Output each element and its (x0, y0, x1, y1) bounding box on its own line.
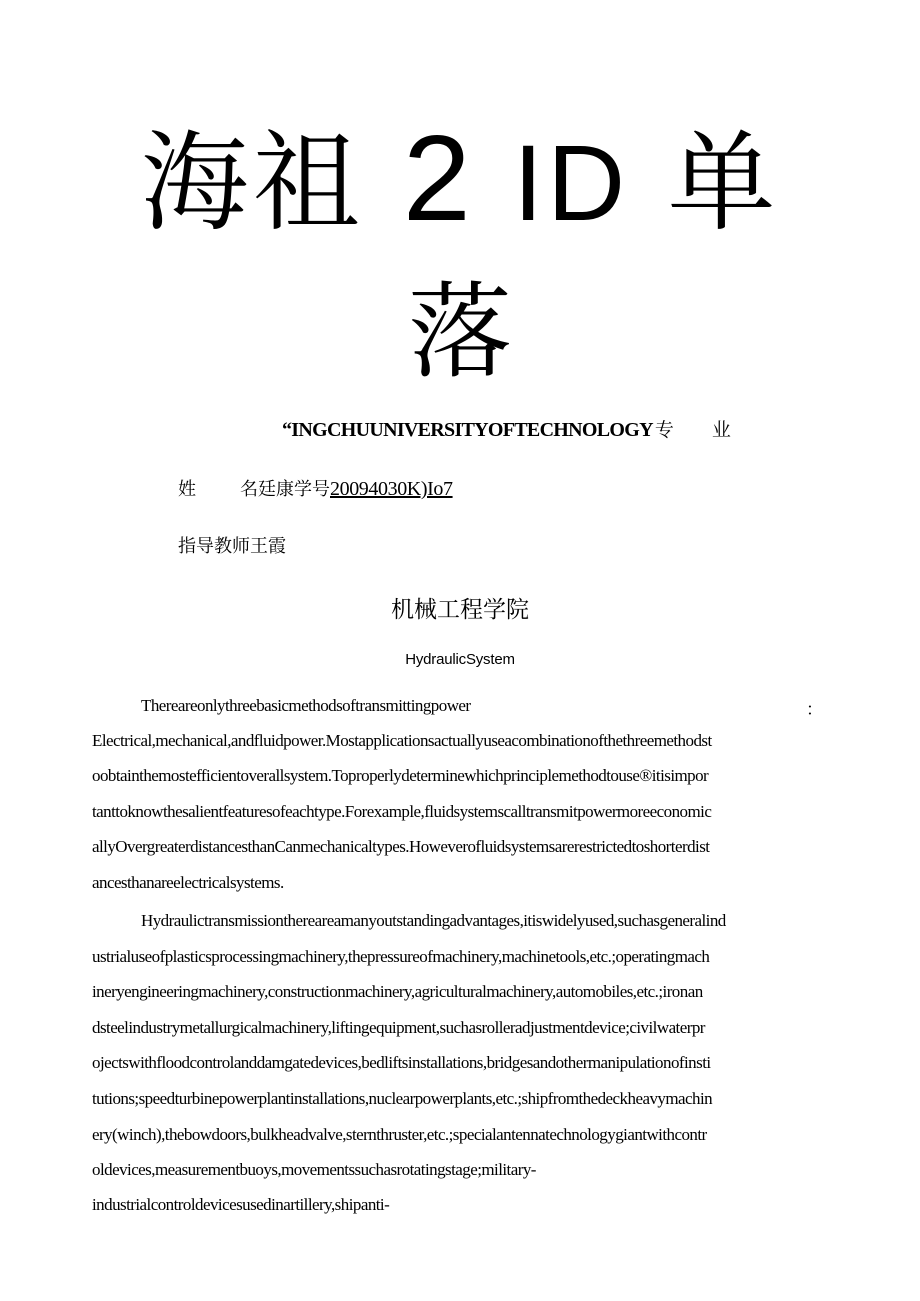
student-id: 20094030K)Io7 (330, 478, 453, 500)
university-row (282, 414, 802, 446)
student-name-row (178, 474, 453, 505)
article-title: HydraulicSystem (405, 651, 515, 668)
name-label-2: 名廷康学号 (240, 479, 330, 500)
body-line: Thereareonlythreebasicmethodsoftransmittingpower (141, 696, 471, 715)
body-line: oldevices,measurementbuoys,movementssuchasrotatingstage;military- (92, 1160, 536, 1179)
title-char-5: 单 (667, 121, 780, 246)
title-char-1: 海 (140, 121, 253, 246)
major-label: 专 (654, 419, 674, 441)
body-line: oobtainthemostefficientoverallsystem.Toproperlydeterminewhichprinciplemethodtouse®itisimpor (92, 766, 709, 785)
body-line: ancesthanareelectricalsystems. (92, 873, 284, 892)
university-name: “INGCHUUNIVERSITYOFTECHNOLOGY (282, 419, 653, 441)
body-line: ery(winch),thebowdoors,bulkheadvalve,sternthruster,etc.;specialantennatechnologygiantwithcontr (92, 1125, 707, 1144)
body-line: ojectswithfloodcontrolanddamgatedevices,bedliftsinstallations,bridgesandothermanipulationofinsti (92, 1053, 711, 1072)
body-line: tanttoknowthesalientfeaturesofeachtype.Forexample,fluidsystemscalltransmitpowermoreeconomic (92, 802, 712, 821)
name-label-1: 姓 (178, 479, 196, 500)
body-line: dsteelindustrymetallurgicalmachinery,liftingequipment,suchasrolleradjustmentdevice;civilwaterpr (92, 1018, 705, 1037)
colon-mark: ： (806, 700, 823, 719)
title-char-3: 2 (402, 110, 475, 246)
college-name: 机械工程学院 (391, 597, 529, 623)
body-line: ineryengineeringmachinery,constructionmachinery,agriculturalmachinery,automobiles,etc.;ironan (92, 982, 703, 1001)
body-line: tutions;speedturbinepowerplantinstallations,nuclearpowerplants,etc.;shipfromthedeckheavymachin (92, 1089, 713, 1108)
title-char-4: ID (513, 122, 630, 243)
body-line: ustrialuseofplasticsprocessingmachinery,thepressureofmachinery,machinetools,etc.;operatingmach (92, 947, 710, 966)
teacher-label: 指导教师王霞 (178, 536, 286, 557)
body-line: industrialcontroldevicesusedinartillery,shipanti- (92, 1195, 390, 1214)
major-label-2: 业 (711, 419, 731, 441)
body-line: Hydraulictransmissionthereareamanyoutstandingadvantages,itiswidelyused,suchasgeneralind (141, 911, 726, 930)
cover-title-line-2: 落 (407, 271, 512, 393)
cover-title-line-1 (0, 108, 920, 248)
teacher-row (178, 532, 286, 562)
body-line: Electrical,mechanical,andfluidpower.Mostapplicationsactuallyuseacombinationofthethreemethodst (92, 731, 712, 750)
title-char-2: 祖 (252, 121, 365, 246)
body-line: allyOvergreaterdistancesthanCanmechanicaltypes.Howeverofluidsystemsarerestrictedtoshorterdist (92, 837, 710, 856)
